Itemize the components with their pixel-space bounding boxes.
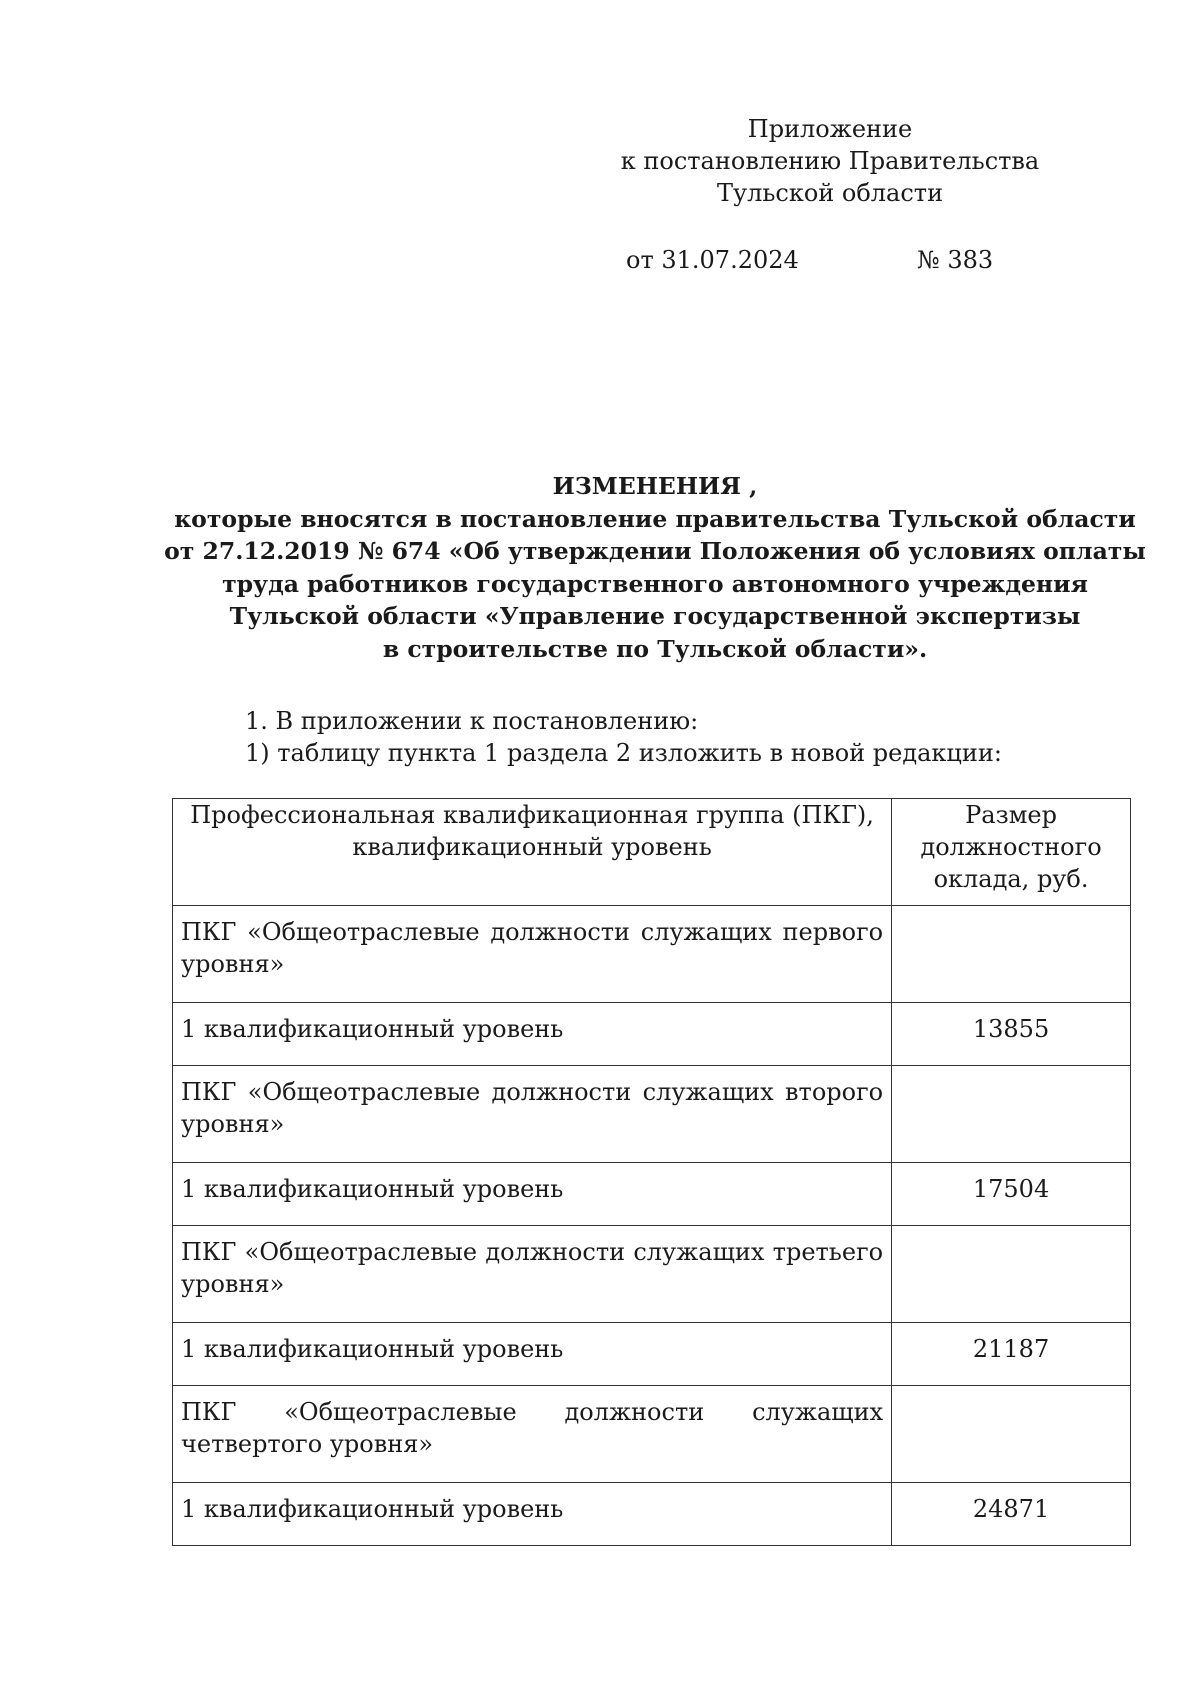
header-salary-text: должностного (920, 833, 1102, 861)
qualification-level: 1 квалификационный уровень (173, 1323, 892, 1386)
table-row (173, 906, 1131, 1003)
header-salary-text: оклада, руб. (933, 865, 1089, 893)
approval-region: Тульской области (716, 179, 944, 207)
salary-value: 24871 (892, 1483, 1131, 1546)
empty-cell (892, 1386, 1131, 1483)
qualification-group: ПКГ «Общеотраслевые должности служащих третьего уровня» (173, 1226, 892, 1323)
header-group-text: Профессиональная квалификационная группа (ПКГ), (190, 801, 874, 829)
paragraph-1-1: 1) таблицу пункта 1 раздела 2 изложить в новой редакции: (245, 739, 1002, 767)
header-group-cell (173, 799, 892, 906)
title-line: Тульской области «Управление государственной экспертизы (229, 602, 1081, 630)
salary-value: 13855 (892, 1003, 1131, 1066)
title-line: в строительстве по Тульской области». (382, 634, 928, 663)
header-salary-text: Размер (965, 801, 1057, 829)
header-group-text: квалификационный уровень (352, 833, 712, 861)
qualification-group: ПКГ «Общеотраслевые должности служащих первого уровня» (173, 906, 892, 1003)
document-title (160, 470, 1150, 665)
salary-value: 21187 (892, 1323, 1131, 1386)
header-salary-cell (892, 799, 1131, 906)
table-row (173, 1003, 1131, 1066)
approval-block (600, 113, 1060, 209)
salary-value: 17504 (892, 1163, 1131, 1226)
table-row (173, 1386, 1131, 1483)
empty-cell (892, 1066, 1131, 1163)
empty-cell (892, 906, 1131, 1003)
salary-table (172, 798, 1131, 1546)
title-heading: ИЗМЕНЕНИЯ , (552, 472, 758, 500)
qualification-group: ПКГ «Общеотраслевые должности служащих четвертого уровня» (173, 1386, 892, 1483)
table-header-row (173, 799, 1131, 906)
qualification-level: 1 квалификационный уровень (173, 1003, 892, 1066)
approval-ref: к постановлению Правительства (620, 147, 1040, 175)
table-row (173, 1163, 1131, 1226)
paragraph-1: 1. В приложении к постановлению: (245, 707, 699, 735)
title-line: труда работников государственного автономного учреждения (222, 569, 1088, 598)
table-row (173, 1483, 1131, 1546)
qualification-level: 1 квалификационный уровень (173, 1163, 892, 1226)
table-row (173, 1066, 1131, 1163)
approval-title: Приложение (747, 115, 913, 143)
table-row (173, 1226, 1131, 1323)
approval-number: № 383 (917, 246, 994, 274)
qualification-level: 1 квалификационный уровень (173, 1483, 892, 1546)
empty-cell (892, 1226, 1131, 1323)
table-row (173, 1323, 1131, 1386)
approval-date: от 31.07.2024 (626, 246, 799, 274)
title-line: от 27.12.2019 № 674 «Об утверждении Положения об условиях оплаты (164, 537, 1146, 565)
body-paragraphs (245, 705, 1002, 769)
qualification-group: ПКГ «Общеотраслевые должности служащих второго уровня» (173, 1066, 892, 1163)
title-line: которые вносятся в постановление правительства Тульской области (174, 504, 1136, 533)
